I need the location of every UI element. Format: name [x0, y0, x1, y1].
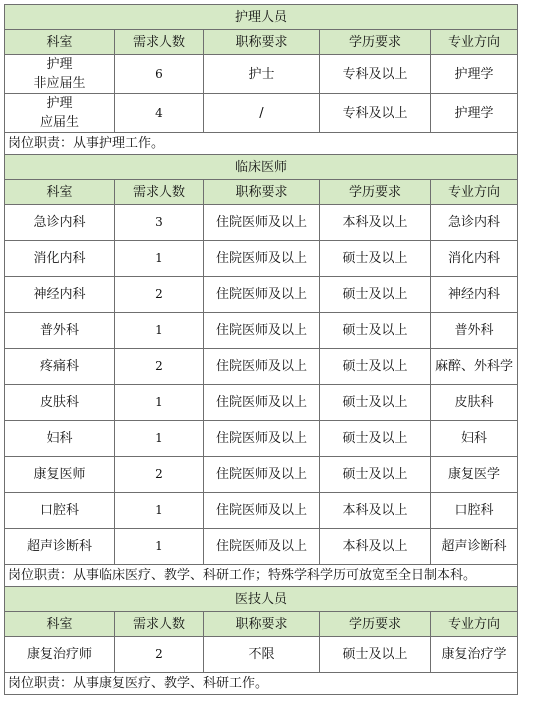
title-cell: 住院医师及以上	[204, 493, 320, 529]
table-row	[5, 313, 518, 349]
section-title-clinical: 临床医师	[5, 155, 518, 180]
column-header-edu: 学历要求	[320, 30, 431, 55]
count-cell: 1	[115, 493, 204, 529]
edu-cell: 本科及以上	[320, 529, 431, 565]
edu-cell: 硕士及以上	[320, 457, 431, 493]
dept-line: 护理	[46, 96, 73, 111]
column-header-major: 专业方向	[431, 612, 518, 637]
title-cell: 住院医师及以上	[204, 529, 320, 565]
major-cell: 麻醉、外科学	[431, 349, 518, 385]
section-header-row	[5, 587, 518, 612]
table-row	[5, 457, 518, 493]
edu-cell: 专科及以上	[320, 55, 431, 94]
dept-cell: 康复医师	[5, 457, 115, 493]
duty-text-clinical: 岗位职责：从事临床医疗、教学、科研工作；特殊学科学历可放宽至全日制本科。	[5, 565, 518, 587]
major-cell: 消化内科	[431, 241, 518, 277]
table-row	[5, 94, 518, 133]
major-cell: 康复治疗学	[431, 637, 518, 673]
major-cell: 护理学	[431, 94, 518, 133]
dept-line: 非应届生	[33, 76, 86, 91]
table-row	[5, 529, 518, 565]
title-cell: 住院医师及以上	[204, 277, 320, 313]
title-cell: 住院医师及以上	[204, 241, 320, 277]
column-header-dept: 科室	[5, 612, 115, 637]
section-title-medtech: 医技人员	[5, 587, 518, 612]
count-cell: 3	[115, 205, 204, 241]
dept-cell: 普外科	[5, 313, 115, 349]
major-cell: 康复医学	[431, 457, 518, 493]
duty-row	[5, 133, 518, 155]
column-header-row	[5, 612, 518, 637]
dept-cell: 疼痛科	[5, 349, 115, 385]
major-cell: 口腔科	[431, 493, 518, 529]
edu-cell: 硕士及以上	[320, 385, 431, 421]
major-cell: 皮肤科	[431, 385, 518, 421]
dept-cell: 皮肤科	[5, 385, 115, 421]
edu-cell: 硕士及以上	[320, 637, 431, 673]
major-cell: 急诊内科	[431, 205, 518, 241]
dept-cell: 妇科	[5, 421, 115, 457]
edu-cell: 专科及以上	[320, 94, 431, 133]
duty-text-medtech: 岗位职责：从事康复医疗、教学、科研工作。	[5, 673, 518, 695]
title-cell: 住院医师及以上	[204, 349, 320, 385]
count-cell: 1	[115, 421, 204, 457]
duty-row	[5, 673, 518, 695]
column-header-row	[5, 180, 518, 205]
title-cell: 护士	[204, 55, 320, 94]
count-cell: 2	[115, 637, 204, 673]
dept-line: 护理	[46, 57, 73, 72]
column-header-title: 职称要求	[204, 612, 320, 637]
dept-line: 应届生	[39, 115, 79, 130]
column-header-dept: 科室	[5, 180, 115, 205]
major-cell: 妇科	[431, 421, 518, 457]
count-cell: 2	[115, 349, 204, 385]
dept-cell: 超声诊断科	[5, 529, 115, 565]
column-header-row	[5, 30, 518, 55]
count-cell: 2	[115, 277, 204, 313]
table-row	[5, 385, 518, 421]
dept-cell: 急诊内科	[5, 205, 115, 241]
edu-cell: 硕士及以上	[320, 349, 431, 385]
duty-text-nursing: 岗位职责：从事护理工作。	[5, 133, 518, 155]
table-row	[5, 241, 518, 277]
table-row	[5, 55, 518, 94]
column-header-count: 需求人数	[115, 180, 204, 205]
edu-cell: 硕士及以上	[320, 277, 431, 313]
major-cell: 超声诊断科	[431, 529, 518, 565]
column-header-edu: 学历要求	[320, 180, 431, 205]
count-cell: 1	[115, 313, 204, 349]
duty-row	[5, 565, 518, 587]
column-header-count: 需求人数	[115, 612, 204, 637]
column-header-dept: 科室	[5, 30, 115, 55]
column-header-edu: 学历要求	[320, 612, 431, 637]
table-row	[5, 349, 518, 385]
column-header-title: 职称要求	[204, 30, 320, 55]
count-cell: 1	[115, 529, 204, 565]
count-cell: 1	[115, 385, 204, 421]
dept-cell: 神经内科	[5, 277, 115, 313]
column-header-title: 职称要求	[204, 180, 320, 205]
edu-cell: 硕士及以上	[320, 241, 431, 277]
column-header-count: 需求人数	[115, 30, 204, 55]
section-title-nursing: 护理人员	[5, 5, 518, 30]
dept-cell	[5, 94, 115, 133]
edu-cell: 硕士及以上	[320, 421, 431, 457]
edu-cell: 本科及以上	[320, 205, 431, 241]
dept-cell: 康复治疗师	[5, 637, 115, 673]
section-header-row	[5, 5, 518, 30]
count-cell: 4	[115, 94, 204, 133]
title-cell: /	[204, 94, 320, 133]
edu-cell: 硕士及以上	[320, 313, 431, 349]
column-header-major: 专业方向	[431, 30, 518, 55]
count-cell: 2	[115, 457, 204, 493]
column-header-major: 专业方向	[431, 180, 518, 205]
count-cell: 6	[115, 55, 204, 94]
edu-cell: 本科及以上	[320, 493, 431, 529]
dept-cell	[5, 55, 115, 94]
table-row	[5, 277, 518, 313]
table-row	[5, 421, 518, 457]
table-row	[5, 637, 518, 673]
count-cell: 1	[115, 241, 204, 277]
dept-cell: 口腔科	[5, 493, 115, 529]
dept-cell: 消化内科	[5, 241, 115, 277]
table-row	[5, 205, 518, 241]
major-cell: 神经内科	[431, 277, 518, 313]
title-cell: 住院医师及以上	[204, 385, 320, 421]
recruitment-table	[4, 4, 518, 695]
major-cell: 护理学	[431, 55, 518, 94]
table-row	[5, 493, 518, 529]
section-header-row	[5, 155, 518, 180]
major-cell: 普外科	[431, 313, 518, 349]
title-cell: 住院医师及以上	[204, 313, 320, 349]
title-cell: 住院医师及以上	[204, 205, 320, 241]
title-cell: 不限	[204, 637, 320, 673]
title-cell: 住院医师及以上	[204, 457, 320, 493]
title-cell: 住院医师及以上	[204, 421, 320, 457]
